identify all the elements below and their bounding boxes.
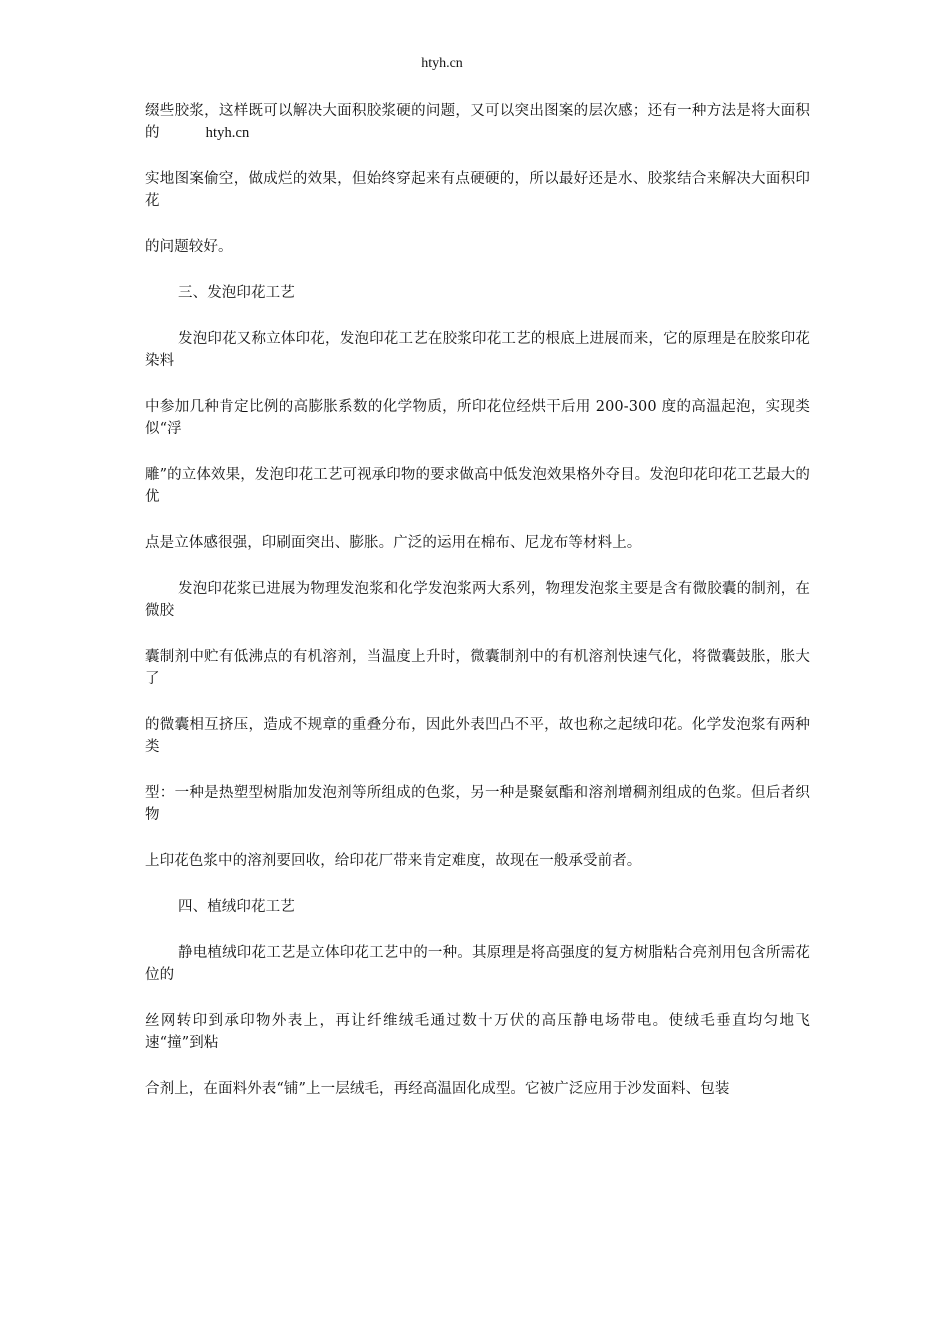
paragraph: 点是立体感很强，印刷面突出、膨胀。广泛的运用在棉布、尼龙布等材料上。 (145, 535, 642, 551)
paragraph: 丝网转印到承印物外表上，再让纤维绒毛通过数十万伏的高压静电场带电。使绒毛垂直均匀地飞速“撞”到粘 (145, 1013, 810, 1051)
paragraph: 发泡印花浆已进展为物理发泡浆和化学发泡浆两大系列，物理发泡浆主要是含有微胶囊的制剂，在微胶 (145, 581, 810, 619)
page-header: htyh.cn (421, 56, 463, 71)
watermark-text: htyh.cn (205, 125, 250, 141)
section-heading: 四、植绒印花工艺 (178, 899, 295, 915)
section-heading: 三、发泡印花工艺 (178, 285, 295, 301)
paragraph: 的问题较好。 (145, 239, 233, 255)
paragraph: 中参加几种肯定比例的高膨胀系数的化学物质，所印花位经烘干后用 200-300 度的高温起泡，实现类似“浮 (145, 399, 810, 437)
document-body (145, 100, 810, 1124)
paragraph: 上印花色浆中的溶剂要回收，给印花厂带来肯定难度，故现在一般承受前者。 (145, 853, 642, 869)
paragraph-text: 缀些胶浆，这样既可以解决大面积胶浆硬的问题，又可以突出图案的层次感；还有一种方法是将大面积的 (145, 103, 810, 141)
paragraph: 雕”的立体效果，发泡印花工艺可视承印物的要求做高中低发泡效果格外夺目。发泡印花印花工艺最大的优 (145, 467, 810, 505)
paragraph (145, 100, 810, 144)
paragraph: 型：一种是热塑型树脂加发泡剂等所组成的色浆，另一种是聚氨酯和溶剂增稠剂组成的色浆。但后者织物 (145, 785, 810, 823)
paragraph: 合剂上，在面料外表“铺”上一层绒毛，再经高温固化成型。它被广泛应用于沙发面料、包装 (145, 1081, 730, 1097)
paragraph: 囊制剂中贮有低沸点的有机溶剂，当温度上升时，微囊制剂中的有机溶剂快速气化，将微囊鼓胀，胀大了 (145, 649, 810, 687)
paragraph: 实地图案偷空，做成烂的效果，但始终穿起来有点硬硬的，所以最好还是水、胶浆结合来解决大面积印花 (145, 171, 810, 209)
paragraph: 发泡印花又称立体印花，发泡印花工艺在胶浆印花工艺的根底上进展而来，它的原理是在胶浆印花染料 (145, 331, 810, 369)
paragraph: 静电植绒印花工艺是立体印花工艺中的一种。其原理是将高强度的复方树脂粘合亮剂用包含所需花位的 (145, 945, 810, 983)
paragraph: 的微囊相互挤压，造成不规章的重叠分布，因此外表凹凸不平，故也称之起绒印花。化学发泡浆有两种类 (145, 717, 810, 755)
